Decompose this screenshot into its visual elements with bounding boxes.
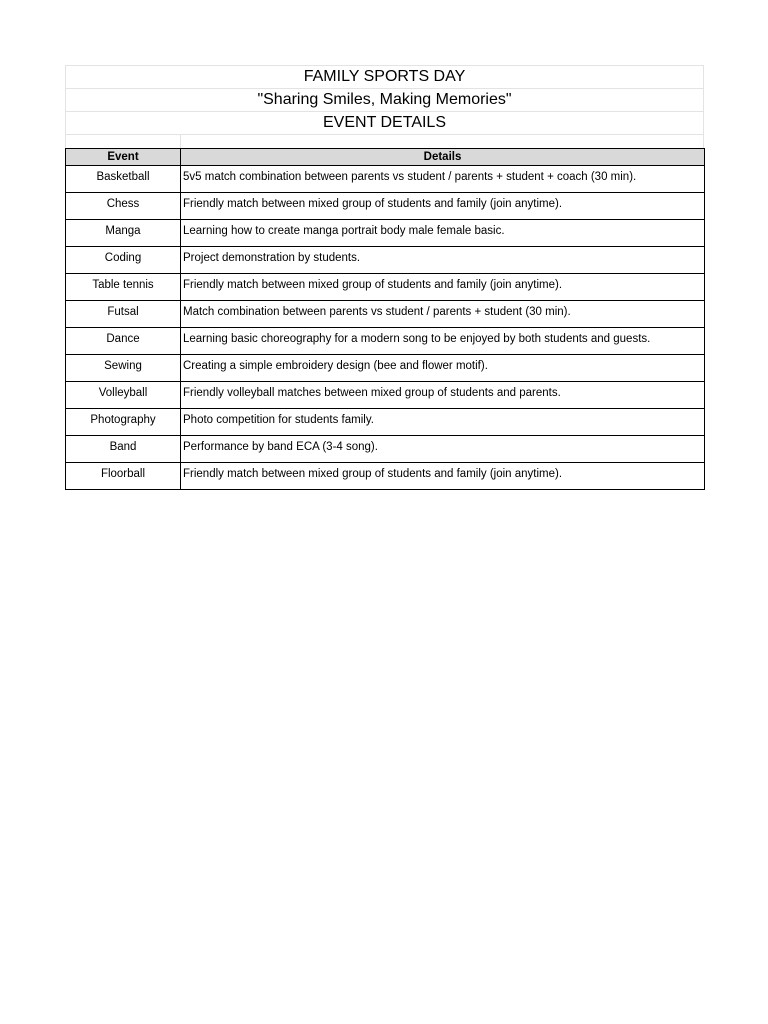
details-cell: Project demonstration by students. <box>181 247 705 274</box>
details-cell: Performance by band ECA (3-4 song). <box>181 436 705 463</box>
event-cell: Futsal <box>66 301 181 328</box>
table-row <box>66 166 705 193</box>
event-cell: Volleyball <box>66 382 181 409</box>
details-cell: Learning basic choreography for a modern song to be enjoyed by both students and guests. <box>181 328 705 355</box>
event-cell: Band <box>66 436 181 463</box>
table-row <box>66 328 705 355</box>
event-cell: Floorball <box>66 463 181 490</box>
column-header-event: Event <box>66 149 181 166</box>
column-header-details: Details <box>181 149 705 166</box>
details-cell: 5v5 match combination between parents vs student / parents + student + coach (30 min). <box>181 166 705 193</box>
details-cell: Friendly volleyball matches between mixed group of students and parents. <box>181 382 705 409</box>
details-cell: Friendly match between mixed group of students and family (join anytime). <box>181 193 705 220</box>
table-row <box>66 220 705 247</box>
table-row <box>66 301 705 328</box>
event-cell: Photography <box>66 409 181 436</box>
table-header-row <box>66 149 705 166</box>
page-subtitle: "Sharing Smiles, Making Memories" <box>65 89 704 112</box>
spacer-cell <box>181 135 703 148</box>
details-cell: Match combination between parents vs student / parents + student (30 min). <box>181 301 705 328</box>
spacer-row <box>65 135 704 148</box>
details-cell: Friendly match between mixed group of students and family (join anytime). <box>181 274 705 301</box>
details-cell: Learning how to create manga portrait body male female basic. <box>181 220 705 247</box>
event-cell: Table tennis <box>66 274 181 301</box>
event-details-table <box>65 148 705 490</box>
table-row <box>66 463 705 490</box>
table-row <box>66 193 705 220</box>
event-cell: Manga <box>66 220 181 247</box>
event-cell: Dance <box>66 328 181 355</box>
spreadsheet-page <box>65 65 704 490</box>
table-row <box>66 247 705 274</box>
page-title: FAMILY SPORTS DAY <box>65 66 704 89</box>
table-row <box>66 355 705 382</box>
table-row <box>66 382 705 409</box>
event-cell: Coding <box>66 247 181 274</box>
spacer-cell <box>66 135 181 148</box>
event-cell: Sewing <box>66 355 181 382</box>
title-block <box>65 65 704 148</box>
table-row <box>66 436 705 463</box>
details-cell: Photo competition for students family. <box>181 409 705 436</box>
details-cell: Creating a simple embroidery design (bee and flower motif). <box>181 355 705 382</box>
section-title: EVENT DETAILS <box>65 112 704 135</box>
details-cell: Friendly match between mixed group of students and family (join anytime). <box>181 463 705 490</box>
table-row <box>66 409 705 436</box>
event-cell: Basketball <box>66 166 181 193</box>
table-row <box>66 274 705 301</box>
event-cell: Chess <box>66 193 181 220</box>
